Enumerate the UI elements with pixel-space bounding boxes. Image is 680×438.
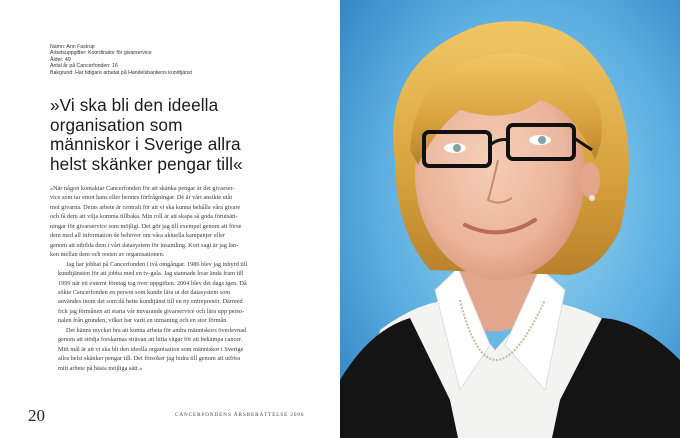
body-line: sökte Cancerfonden en person som kunde lära ut det datasystem som xyxy=(58,288,231,296)
body-line: genom att utbilda dem i vårt datasystem för insamling. Kort sagt är jag län- xyxy=(50,241,239,249)
profile-background: Bakgrund: Har tidigare arbetat på Handelsbankens kundtjänst xyxy=(50,69,192,76)
body-line: 1999 när ett externt företag tog över uppgiften. 2004 blev det dags igen. Då xyxy=(58,279,247,287)
body-line: genom att stödja forskarnas strävan att hitta vägar för att bekämpa cancer. xyxy=(58,336,243,344)
footer-publication: CANCERFONDENS ÅRSBERÄTTELSE 2006 xyxy=(175,412,305,418)
portrait-svg xyxy=(340,0,680,438)
body-line: nalen från grunden, vilket har varit en utmaning och en stor förmån. xyxy=(58,317,228,325)
body-line: ken mellan dem och resten av organisationen. xyxy=(50,251,165,259)
glasses-right-lens xyxy=(508,125,574,159)
article-body xyxy=(50,184,292,373)
paragraph-1 xyxy=(50,184,292,260)
body-line: mot givarna. Deras arbete är centralt för att vi ska kunna behålla våra givare xyxy=(50,203,241,211)
body-line: kundtjänsten för att jobba med en tv-gala. Jag stannade kvar ända fram till xyxy=(58,270,244,278)
headline-line: »Vi ska bli den ideella xyxy=(50,95,219,115)
glasses-left-lens xyxy=(424,132,490,166)
headline-line: organisation som xyxy=(50,114,183,135)
paragraph-3 xyxy=(50,326,292,373)
profile-name: Namn: Ann Fastrup xyxy=(50,44,95,50)
earring xyxy=(589,195,595,201)
body-line: och få dem att vilja komma tillbaka. Min roll är att skapa så goda förutsätt- xyxy=(50,213,238,221)
pull-quote-headline xyxy=(50,96,320,174)
headline-line: människor i Sverige allra xyxy=(50,134,241,154)
body-line: Mitt mål är att vi ska bli den ideella organisation som människor i Sverige xyxy=(58,345,244,353)
body-line: allra helst skänker pengar till. Det försöker jag bidra till genom att utföra xyxy=(58,355,241,363)
paragraph-2 xyxy=(50,260,292,326)
headline-line: helst skänker pengar till« xyxy=(50,153,243,174)
page-number: 20 xyxy=(28,406,45,425)
profile-age: Ålder: 49 xyxy=(50,56,71,63)
body-line: ningar för givarservice som möjligt. Det gör jag till exempel genom att förse xyxy=(50,222,242,230)
body-line: Det känns mycket bra att kunna arbeta för andra människors överlevnad xyxy=(66,326,247,334)
profile-facts xyxy=(50,44,320,76)
body-line: dem med all information de behöver om våra aktuella kampanjer eller xyxy=(50,232,225,240)
profile-role: Arbetsuppgifter: Koordinator för givarservice xyxy=(50,50,152,57)
body-line: mitt arbete på bästa möjliga sätt.« xyxy=(58,364,143,372)
body-line: Jag har jobbat på Cancerfonden i två omgångar. 1986 blev jag inhyrd till xyxy=(66,260,248,268)
ear xyxy=(580,162,600,198)
profile-years: Antal år på Cancerfonden: 16 xyxy=(50,63,118,70)
body-line: vice som tar emot hans eller hennes förfrågningar. De är vårt ansikte utåt xyxy=(50,194,233,202)
body-line: »När någon kontaktar Cancerfonden för att skänka pengar är det givarser- xyxy=(50,185,235,192)
body-line: användes inom det som då hette kundtjänst till en ny entreprenör. Därmed xyxy=(58,298,243,306)
body-line: fick jag förmånen att starta vår nuvarande givarservice och lära upp perso- xyxy=(58,307,245,315)
portrait-photo xyxy=(340,0,680,438)
